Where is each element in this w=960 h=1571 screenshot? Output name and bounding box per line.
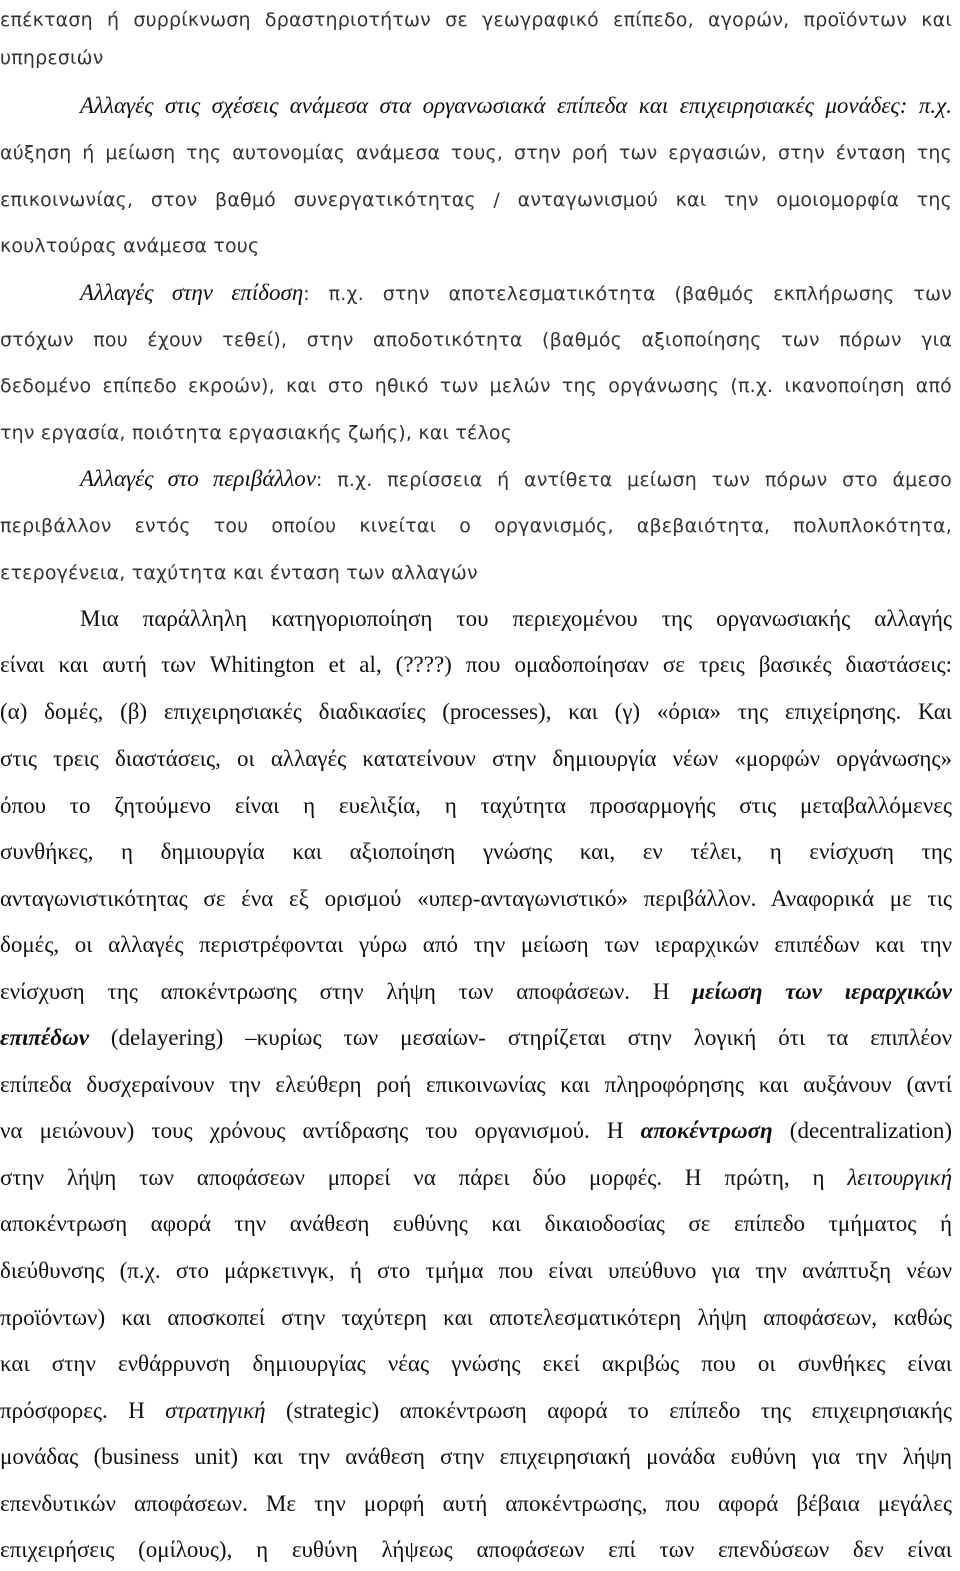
text-line: δεδομένο επίπεδο εκροών), και στο ηθικό των μελών της οργάνωσης (π.χ. ικανοποίηση από	[0, 375, 952, 397]
text-line: μονάδας (business unit) και την ανάθεση στην επιχειρησιακή μονάδα ευθύνη για την λήψη	[0, 1444, 952, 1469]
text-line: επιχειρήσεις (ομίλους), η ευθύνη λήψεως αποφάσεων επί των επενδύσεων δεν είναι	[0, 1537, 952, 1562]
text-run: (strategic) αποκέντρωση αφορά το επίπεδο της επιχειρησιακής	[265, 1398, 952, 1423]
italic-run: Αλλαγές στην επίδοση	[80, 280, 304, 305]
text-line: υπηρεσιών	[0, 47, 104, 69]
text-run: να μειώνουν) τους χρόνους αντίδρασης του οργανισμού. Η	[0, 1118, 641, 1143]
text-line	[0, 972, 952, 1012]
text-line: στόχων που έχουν τεθεί), στην αποδοτικότητα (βαθμός αξιοποίησης των πόρων για	[0, 329, 952, 351]
italic-term: στρατηγική	[165, 1398, 266, 1423]
text-line: ετερογένεια, ταχύτητα και ένταση των αλλαγών	[0, 562, 478, 584]
text-line: αποκέντρωση αφορά την ανάθεση ευθύνης και δικαιοδοσίας σε επίπεδο τμήματος ή	[0, 1211, 952, 1236]
text-run: πρόσφορες. Η	[0, 1398, 166, 1423]
text-line: προϊόντων) και αποσκοπεί στην ταχύτερη και αποτελεσματικότερη λήψη αποφάσεων, καθώς	[0, 1305, 952, 1330]
text-line: δομές, οι αλλαγές περιστρέφονται γύρω από την μείωση των ιεραρχικών επιπέδων και την	[0, 932, 952, 957]
text-line: περιβάλλον εντός του οποίου κινείται ο οργανισμός, αβεβαιότητα, πολυπλοκότητα,	[0, 515, 952, 537]
text-line: συνθήκες, η δημιουργία και αξιοποίηση γνώσης και, εν τέλει, η ενίσχυση της	[0, 839, 952, 864]
text-run: ενίσχυση της αποκέντρωσης στην λήψη των αποφάσεων. Η	[0, 979, 693, 1004]
text-run: : π.χ. περίσσεια ή αντίθετα μείωση των πόρων στο άμεσο	[316, 469, 952, 491]
bold-italic-term: επιπέδων	[0, 1025, 89, 1050]
list-item-heading	[80, 459, 952, 499]
paragraph-start: Μια παράλληλη κατηγοριοποίηση του περιεχομένου της οργανωσιακής αλλαγής	[80, 606, 952, 631]
text-line: αύξηση ή μείωση της αυτονομίας ανάμεσα τους, στην ροή των εργασιών, στην ένταση της	[0, 142, 952, 164]
text-run: (decentralization)	[772, 1118, 952, 1143]
text-line	[0, 1111, 952, 1151]
text-line: την εργασία, ποιότητα εργασιακής ζωής), και τέλος	[0, 422, 513, 444]
text-line: διεύθυνσης (π.χ. στο μάρκετινγκ, ή στο τμήμα που είναι υπεύθυνο για την ανάπτυξη νέων	[0, 1258, 952, 1283]
text-line	[0, 1158, 952, 1198]
text-line: και στην ενθάρρυνση δημιουργίας νέας γνώσης εκεί ακριβώς που οι συνθήκες είναι	[0, 1351, 952, 1376]
text-line: είναι και αυτή των Whitington et al, (????) που ομαδοποίησαν σε τρεις βασικές διαστάσεις:	[0, 652, 952, 677]
text-run: : π.χ. στην αποτελεσματικότητα (βαθμός εκπλήρωσης των	[303, 283, 952, 305]
list-item-heading	[80, 273, 952, 313]
bold-italic-term: μείωση των ιεραρχικών	[692, 979, 952, 1004]
text-line	[0, 1391, 952, 1431]
text-line: επικοινωνίας, στον βαθμό συνεργατικότητας / ανταγωνισμού και την ομοιομορφία της	[0, 189, 952, 211]
text-line: επίπεδα δυσχεραίνουν την ελεύθερη ροή επικοινωνίας και πληροφόρησης και αυξάνουν (αντί	[0, 1072, 952, 1097]
list-item-heading: Αλλαγές στις σχέσεις ανάμεσα στα οργανωσιακά επίπεδα και επιχειρησιακές μονάδες: π.χ.	[80, 93, 952, 118]
text-run: στην λήψη των αποφάσεων μπορεί να πάρει δύο μορφές. Η πρώτη, η	[0, 1165, 848, 1190]
text-run: (delayering) –κυρίως των μεσαίων- στηρίζεται στην λογική ότι τα επιπλέον	[89, 1025, 952, 1050]
text-line: (α) δομές, (β) επιχειρησιακές διαδικασίες (processes), και (γ) «όρια» της επιχείρησης. Και	[0, 699, 952, 724]
text-line: επενδυτικών αποφάσεων. Με την μορφή αυτή αποκέντρωσης, που αφορά βέβαια μεγάλες	[0, 1491, 952, 1516]
text-line: στις τρεις διαστάσεις, οι αλλαγές κατατείνουν στην δημιουργία νέων «μορφών οργάνωσης»	[0, 746, 952, 771]
text-line	[0, 1018, 952, 1058]
text-line: όπου το ζητούμενο είναι η ευελιξία, η ταχύτητα προσαρμογής στις μεταβαλλόμενες	[0, 793, 952, 818]
text-line: ανταγωνιστικότητας σε ένα εξ ορισμού «υπερ-ανταγωνιστικό» περιβάλλον. Αναφορικά με τις	[0, 886, 952, 911]
italic-term: λειτουργική	[847, 1165, 952, 1190]
text-line: κουλτούρας ανάμεσα τους	[0, 235, 260, 257]
text-line: επέκταση ή συρρίκνωση δραστηριοτήτων σε γεωγραφικό επίπεδο, αγορών, προϊόντων και	[0, 9, 952, 31]
italic-run: Αλλαγές στο περιβάλλον	[80, 466, 317, 491]
bold-italic-term: αποκέντρωση	[640, 1118, 773, 1143]
